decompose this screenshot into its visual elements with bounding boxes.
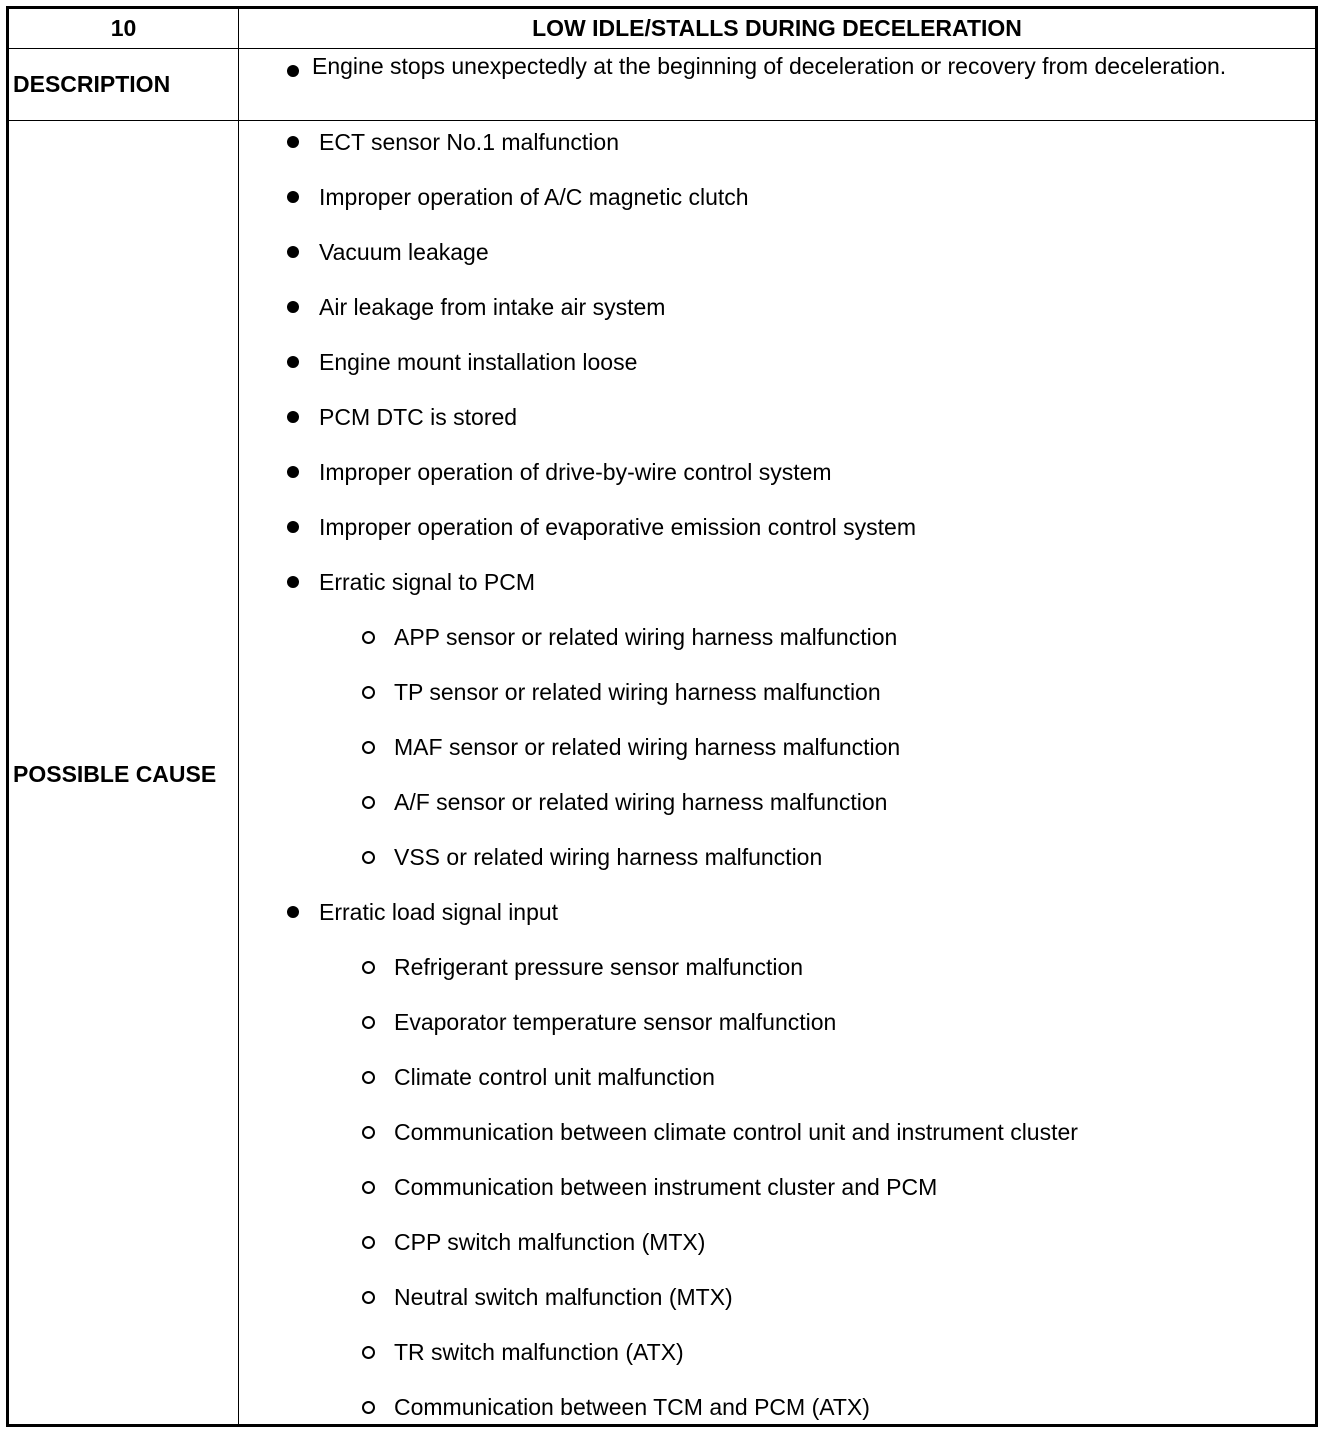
cause-text: Erratic signal to PCM: [319, 569, 536, 595]
cause-subtext: Communication between instrument cluster and PCM: [394, 1174, 938, 1200]
bullet-dot: [287, 356, 299, 368]
bullet-dot: [287, 191, 299, 203]
sub-bullet-ring: [362, 1181, 375, 1194]
bullet-dot: [287, 576, 299, 588]
cause-text: Vacuum leakage: [319, 239, 489, 265]
sub-bullet-ring: [362, 796, 375, 809]
cause-subtext: Refrigerant pressure sensor malfunction: [394, 954, 804, 980]
cause-subtext: TP sensor or related wiring harness malfunction: [394, 679, 881, 705]
sub-bullet-ring: [362, 1071, 375, 1084]
cause-subtext: Climate control unit malfunction: [394, 1064, 715, 1090]
bullet-dot: [287, 246, 299, 258]
sub-bullet-ring: [362, 851, 375, 864]
cause-subtext: VSS or related wiring harness malfunction: [394, 844, 823, 870]
sub-bullet-ring: [362, 741, 375, 754]
bullet-dot: [287, 521, 299, 533]
bullet-dot: [287, 65, 299, 77]
symptom-number: 10: [110, 14, 137, 41]
sub-bullet-ring: [362, 1126, 375, 1139]
sub-bullet-ring: [362, 961, 375, 974]
cause-text: Improper operation of evaporative emission control system: [319, 514, 917, 540]
cause-text: ECT sensor No.1 malfunction: [319, 129, 619, 155]
bullet-dot: [287, 466, 299, 478]
column-divider: [238, 9, 239, 1424]
cause-subtext: Communication between TCM and PCM (ATX): [394, 1394, 870, 1420]
cause-subtext: Evaporator temperature sensor malfunction: [394, 1009, 837, 1035]
possible-cause-label: POSSIBLE CAUSE: [13, 760, 217, 787]
cause-subtext: MAF sensor or related wiring harness malfunction: [394, 734, 901, 760]
cause-subtext: APP sensor or related wiring harness malfunction: [394, 624, 898, 650]
cause-text: Improper operation of A/C magnetic clutch: [319, 184, 749, 210]
description-text: Engine stops unexpectedly at the beginning of deceleration or recovery from deceleration.: [312, 53, 1227, 79]
sub-bullet-ring: [362, 686, 375, 699]
sub-bullet-ring: [362, 1291, 375, 1304]
sub-bullet-ring: [362, 1401, 375, 1414]
sub-bullet-ring: [362, 1346, 375, 1359]
cause-subtext: Neutral switch malfunction (MTX): [394, 1284, 733, 1310]
sub-bullet-ring: [362, 631, 375, 644]
bullet-dot: [287, 411, 299, 423]
cause-subtext: TR switch malfunction (ATX): [394, 1339, 684, 1365]
sub-bullet-ring: [362, 1236, 375, 1249]
bullet-dot: [287, 136, 299, 148]
bullet-dot: [287, 301, 299, 313]
cause-text: PCM DTC is stored: [319, 404, 518, 430]
cause-text: Erratic load signal input: [319, 899, 559, 925]
cause-subtext: A/F sensor or related wiring harness malfunction: [394, 789, 888, 815]
cause-text: Improper operation of drive-by-wire control system: [319, 459, 832, 485]
sub-bullet-ring: [362, 1016, 375, 1029]
bullet-dot: [287, 906, 299, 918]
cause-text: Engine mount installation loose: [319, 349, 638, 375]
description-label: DESCRIPTION: [13, 71, 171, 97]
cause-subtext: Communication between climate control unit and instrument cluster: [394, 1119, 1078, 1145]
symptom-title: LOW IDLE/STALLS DURING DECELERATION: [532, 14, 1022, 41]
cause-text: Air leakage from intake air system: [319, 294, 666, 320]
cause-subtext: CPP switch malfunction (MTX): [394, 1229, 706, 1255]
